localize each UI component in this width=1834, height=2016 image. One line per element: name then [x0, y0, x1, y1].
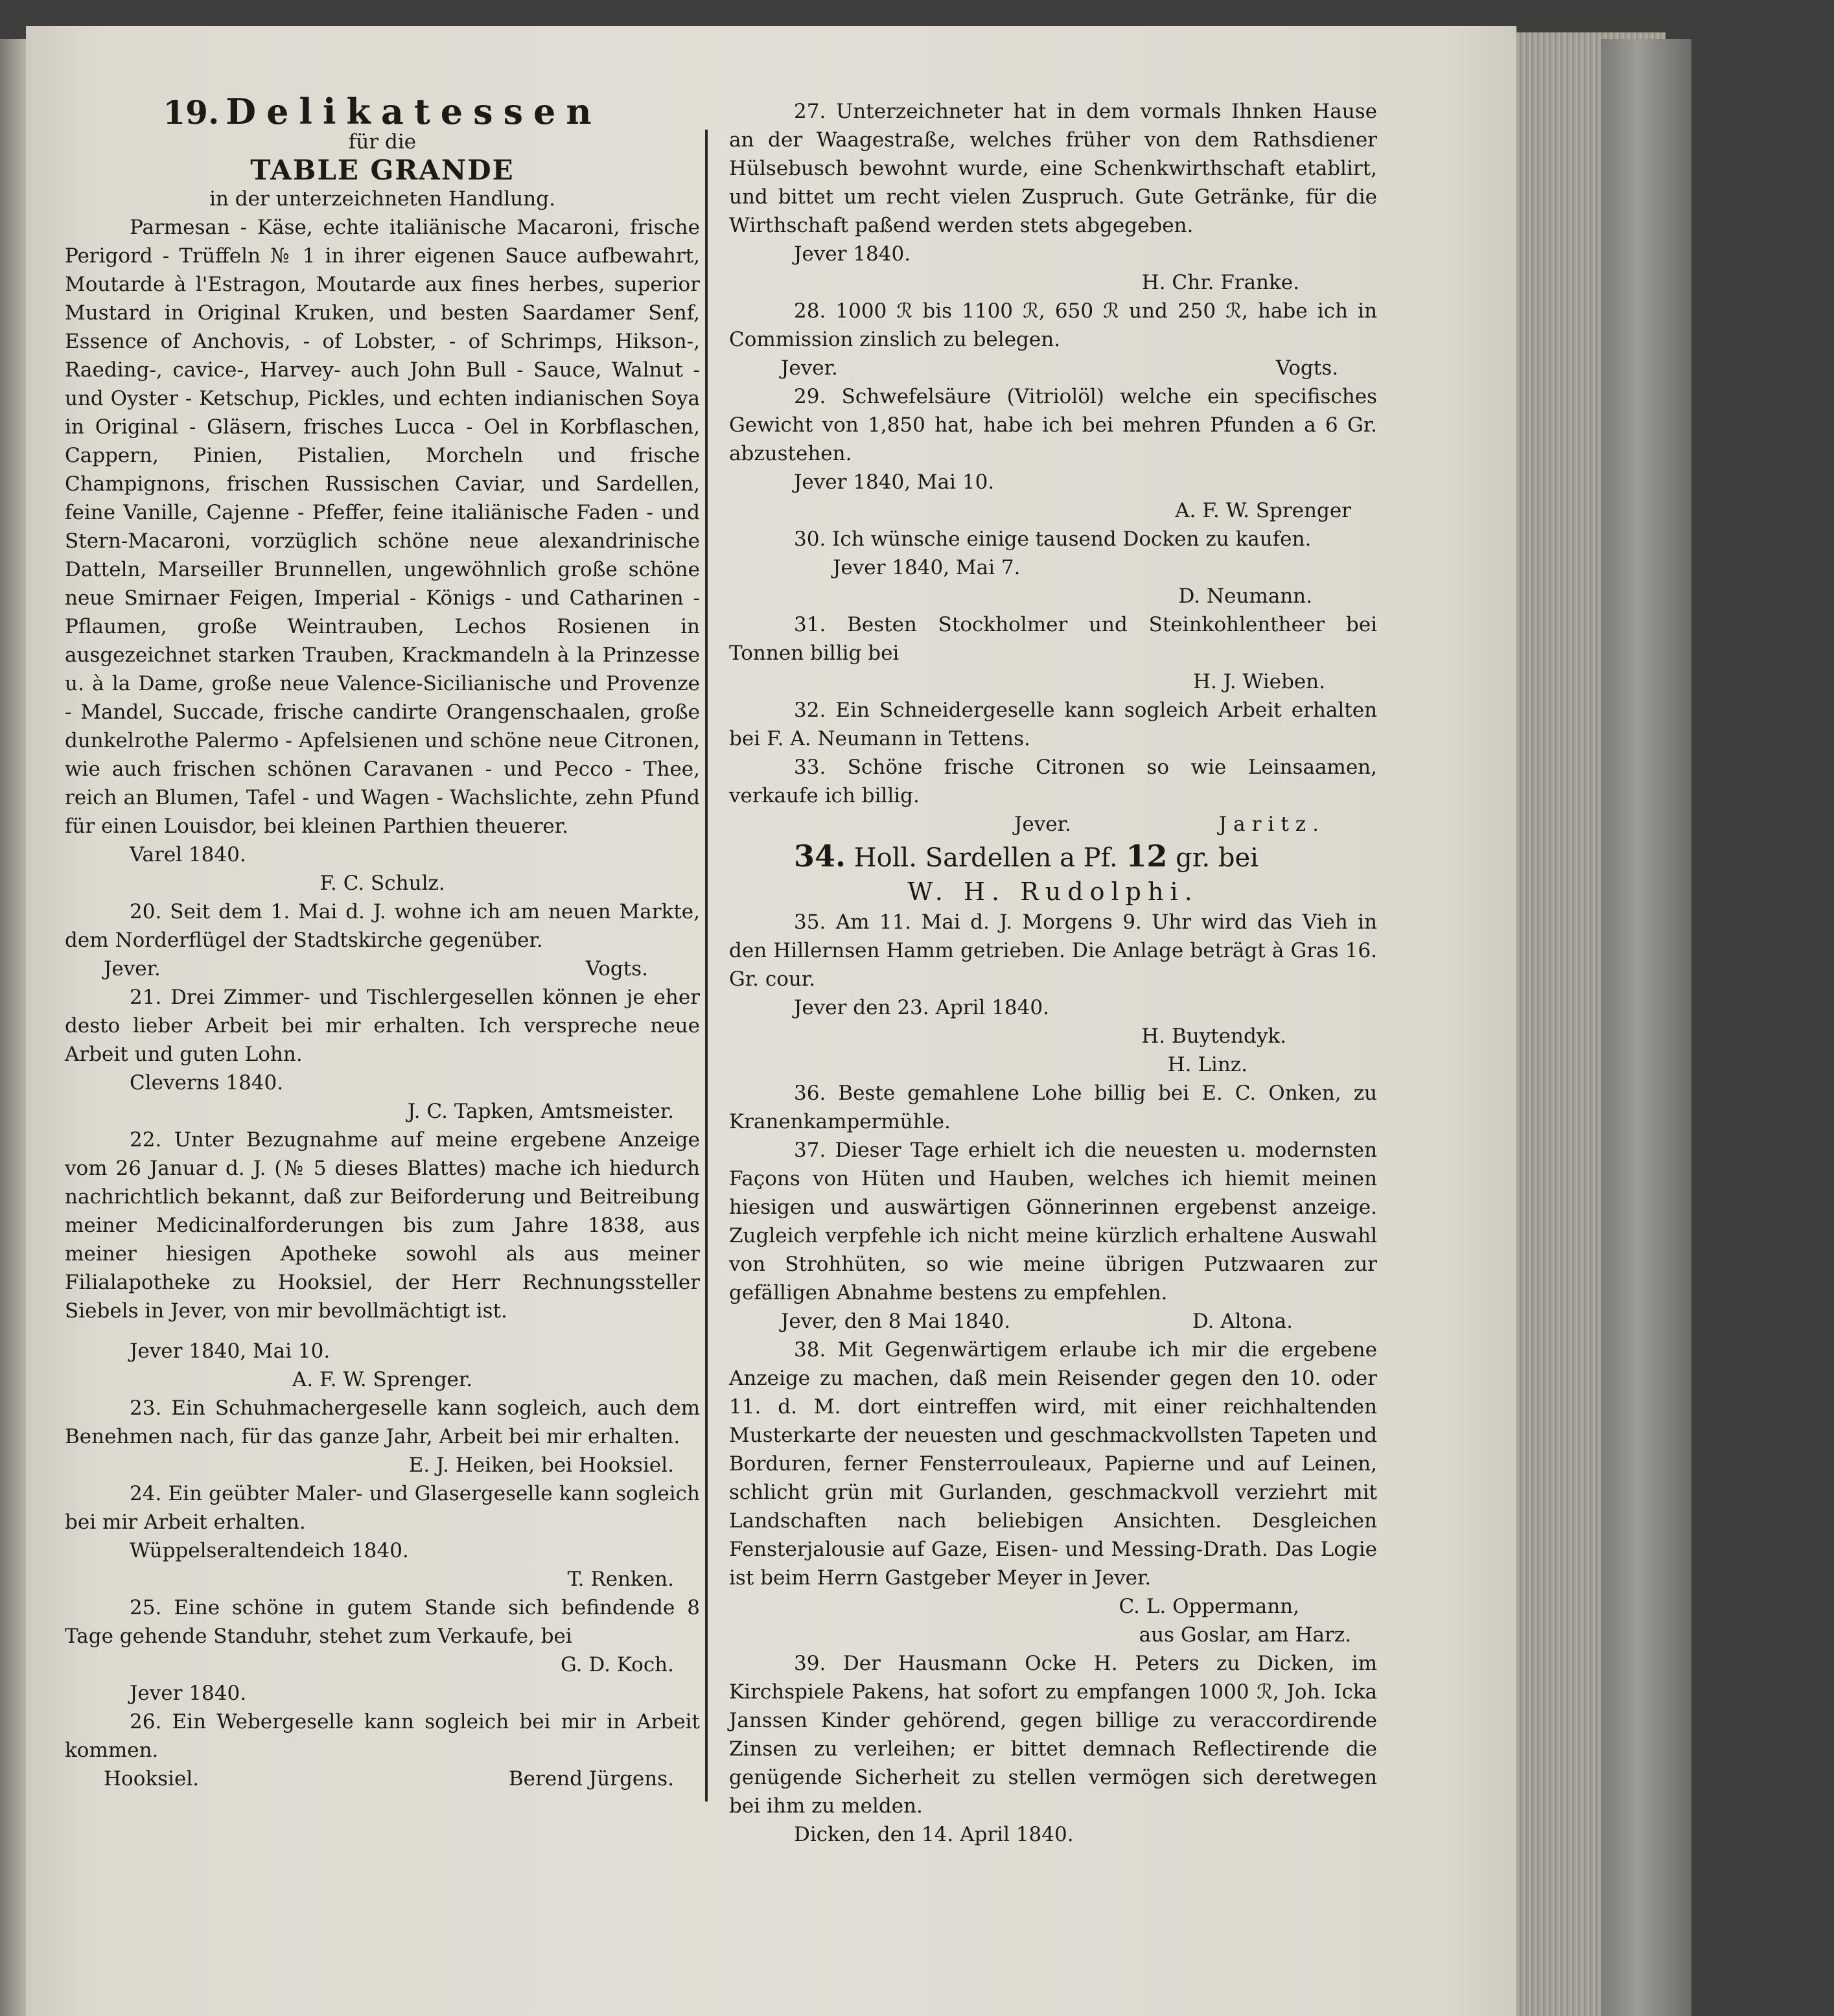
- ad-24: [65, 1479, 700, 1593]
- ad-32-text: 32. Ein Schneidergeselle kann sogleich Arbeit erhalten bei F. A. Neumann in Tettens.: [729, 699, 1377, 750]
- ad-37-text: 37. Dieser Tage erhielt ich die neuesten u. modernsten Façons von Hüten und Hauben, welches ich hiemit meinen hiesigen und auswärtigen Gönnerinnen ergebenst anzeige. Zugleich verpfehle ich nicht meine kürzlich erhaltene Auswahl von Strohhüten, so wie meine übrigen Putzwaaren zur gefälligen Abnahme bestens zu empfehlen.: [729, 1139, 1377, 1304]
- ad-25: [65, 1593, 700, 1708]
- ad-22-signature: A. F. W. Sprenger.: [292, 1368, 473, 1391]
- ad-25-place: Jever 1840.: [130, 1682, 247, 1705]
- ad-28-place: Jever.: [781, 356, 838, 380]
- ad-38-text: 38. Mit Gegenwärtigem erlaube ich mir die ergebene Anzeige zu machen, daß mein Reisender gegen den 10. oder 11. d. M. dort eintreffen wird, mit einer reichhaltenden Musterkarte der neuesten und geschmackvollsten Tapeten und Borduren, ferner Fensterrouleaux, Papierne und auf Leinen, schlicht grün mit Gurlanden, geschmackvoll verziehrt mit Landschaften nach beliebigen Ansichten. Desgleichen Fensterjalousie auf Gaze, Eisen- und Messing-Drath. Das Logie ist beim Herrn Gastgeber Meyer in Jever.: [729, 1338, 1377, 1590]
- ad-19-place: Varel 1840.: [130, 843, 246, 866]
- ad-34-unit: gr. bei: [1176, 843, 1259, 873]
- ad-38-signature: C. L. Oppermann,: [1119, 1595, 1299, 1618]
- ad-23-text: 23. Ein Schuhmachergeselle kann sogleich, auch dem Benehmen nach, für das ganze Jahr, Arbeit bei mir erhalten.: [65, 1396, 700, 1448]
- ad-35-signature-1: H. Buytendyk.: [1141, 1025, 1286, 1048]
- ad-35-signature-2: H. Linz.: [1167, 1053, 1248, 1076]
- ad-22-text: 22. Unter Bezugnahme auf meine ergebene Anzeige vom 26 Januar d. J. (№ 5 dieses Blattes) mache ich hiedurch nachrichtlich bekannt, daß zur Beiforderung und Beitreibung meiner Medicinalforderungen bis zum Jahre 1838, aus meiner hiesigen Apotheke sowohl als aus meiner Filialapotheke zu Hooksiel, der Herr Rechnungssteller Siebels in Jever, von mir bevollmächtigt ist.: [65, 1128, 700, 1323]
- ad-21-place: Cleverns 1840.: [130, 1071, 284, 1095]
- ad-28-text: 28. 1000 ℛ bis 1100 ℛ, 650 ℛ und 250 ℛ, habe ich in Commission zinslich zu belegen.: [729, 299, 1377, 351]
- ad-35: [729, 908, 1377, 1079]
- ad-31-text: 31. Besten Stockholmer und Steinkohlentheer bei Tonnen billig bei: [729, 613, 1377, 665]
- ad-33: [729, 753, 1377, 839]
- ad-30-text: 30. Ich wünsche einige tausend Docken zu kaufen.: [794, 527, 1312, 551]
- ad-20-place: Jever.: [104, 957, 161, 980]
- ad-34-text: Holl. Sardellen a Pf.: [853, 843, 1118, 873]
- ad-20-signature: Vogts.: [585, 957, 648, 980]
- ad-36-text: 36. Beste gemahlene Lohe billig bei E. C. Onken, zu Kranenkampermühle.: [729, 1082, 1377, 1133]
- ad-33-text: 33. Schöne frische Citronen so wie Leinsaamen, verkaufe ich billig.: [729, 756, 1377, 807]
- ad-34: [729, 839, 1377, 908]
- ad-38-signature-sub: aus Goslar, am Harz.: [1139, 1623, 1351, 1647]
- ad-34-number: 34.: [794, 839, 846, 874]
- right-column: [729, 97, 1377, 1849]
- ad-23: [65, 1394, 700, 1479]
- ad-28: [729, 297, 1377, 382]
- ad-32: [729, 696, 1377, 753]
- ad-19-table-grande: TABLE GRANDE: [250, 154, 515, 186]
- ad-24-text: 24. Ein geübter Maler- und Glasergeselle kann sogleich bei mir Arbeit erhalten.: [65, 1482, 700, 1534]
- ad-25-text: 25. Eine schöne in gutem Stande sich befindende 8 Tage gehende Standuhr, stehet zum Verkaufe, bei: [65, 1596, 700, 1648]
- ad-27-text: 27. Unterzeichneter hat in dem vormals Ihnken Hause an der Waagestraße, welches früher von dem Rathsdiener Hülsebusch bewohnt wurde, eine Schenkwirthschaft etablirt, und bittet um recht vielen Zuspruch. Gute Getränke, für die Wirthschaft paßend werden stets abgegeben.: [729, 100, 1377, 237]
- ad-31-signature: H. J. Wieben.: [1192, 670, 1325, 693]
- ad-37: [729, 1136, 1377, 1336]
- ad-19-fuer-die: für die: [348, 130, 417, 154]
- ad-39: [729, 1649, 1377, 1849]
- ad-30-signature: D. Neumann.: [1178, 585, 1312, 608]
- column-rule: [705, 130, 708, 1802]
- ad-19-body: Parmesan - Käse, echte italiänische Macaroni, frische Perigord - Trüffeln № 1 in ihrer eigenen Sauce aufbewahrt, Moutarde à l'Estragon, Moutarde aux fines herbes, superior Mustard in Original Kruken, und besten Saardamer Senf, Essence of Anchovis, - of Lobster, - of Schrimps, Hikson-, Raeding-, cavice-, Harvey- auch John Bull - Sauce, Walnut - und Oyster - Ketschup, Pickles, und echten indianischen Soya in Original - Gläsern, frisches Lucca - Oel in Korbflaschen, Cappern, Pinien, Pistalien, Morcheln und frische Champignons, frischen Russischen Caviar, und Sardellen, feine Vanille, Cajenne - Pfeffer, feine italiänische Faden - und Stern-Macaroni, vorzüglich schöne neue alexandrinische Datteln, Marseiller Brunnellen, ungewöhnlich große schöne neue Smirnaer Feigen, Imperial - Königs - und Catharinen - Pflaumen, große Weintrauben, Lechos Rosienen in ausgezeichnet starken Trauben, Krackmandeln à la Prinzesse u. à la Dame, große neue Valence-Sicilianische und Provenze - Mandel, Succade, frische candirte Orangenschaalen, große dunkelrothe Palermo - Apfelsienen und schöne neue Citronen, wie auch frischen schönen Caravanen - und Pecco - Thee, reich an Blumen, Tafel - und Wagen - Wachslichte, zehn Pfund für einen Louisdor, bei kleinen Parthien theuerer.: [65, 216, 700, 838]
- ad-34-signature: W. H. Rudolphi.: [907, 877, 1199, 906]
- ad-33-signature: Jaritz.: [1218, 813, 1325, 836]
- ad-26-signature: Berend Jürgens.: [508, 1767, 674, 1790]
- left-column: [65, 91, 700, 1793]
- ad-37-place: Jever, den 8 Mai 1840.: [781, 1310, 1011, 1333]
- ad-36: [729, 1079, 1377, 1136]
- book-cover-edge: [1601, 39, 1691, 2016]
- facing-page-edge: [0, 39, 26, 2016]
- ad-24-place: Wüppelseraltendeich 1840.: [130, 1539, 409, 1562]
- ad-30: [729, 525, 1377, 610]
- ad-27-place: Jever 1840.: [794, 242, 911, 266]
- ad-39-place: Dicken, den 14. April 1840.: [794, 1823, 1074, 1846]
- ad-30-place: Jever 1840, Mai 7.: [833, 556, 1021, 579]
- ad-20: [65, 898, 700, 983]
- ad-29-text: 29. Schwefelsäure (Vitriolöl) welche ein specifisches Gewicht von 1,850 hat, habe ich bei mehren Pfunden a 6 Gr. abzustehen.: [729, 385, 1377, 465]
- ad-27: [729, 97, 1377, 297]
- ad-38: [729, 1336, 1377, 1649]
- ad-22: [65, 1126, 700, 1394]
- ad-20-text: 20. Seit dem 1. Mai d. J. wohne ich am neuen Markte, dem Norderflügel der Stadtskirche gegenüber.: [65, 900, 700, 952]
- ad-33-place: Jever.: [1014, 813, 1071, 836]
- ad-29-place: Jever 1840, Mai 10.: [794, 470, 995, 494]
- ad-19-number: 19.: [163, 93, 220, 132]
- ad-25-signature: G. D. Koch.: [561, 1653, 674, 1676]
- ad-39-text: 39. Der Hausmann Ocke H. Peters zu Dicken, im Kirchspiele Pakens, hat sofort zu empfangen 1000 ℛ, Joh. Icka Janssen Kinder gehörend, gegen billige zu veraccordirende Zinsen zu verleihen; er bittet demnach Reflectirende die genügende Sicherheit zu stellen vermögen sich deretwegen bei ihm zu melden.: [729, 1652, 1377, 1818]
- ad-19-title: Delikatessen: [226, 91, 602, 132]
- ad-34-price: 12: [1126, 839, 1168, 874]
- ad-24-signature: T. Renken.: [567, 1568, 674, 1591]
- ad-37-signature: D. Altona.: [1192, 1310, 1293, 1333]
- ad-26-place: Hooksiel.: [104, 1767, 200, 1790]
- ad-26-text: 26. Ein Webergeselle kann sogleich bei mir in Arbeit kommen.: [65, 1710, 700, 1762]
- ad-19: [65, 91, 700, 898]
- ad-21: [65, 983, 700, 1126]
- ad-35-place: Jever den 23. April 1840.: [794, 996, 1049, 1019]
- ad-27-signature: H. Chr. Franke.: [1141, 271, 1299, 294]
- ad-31: [729, 610, 1377, 696]
- ad-35-text: 35. Am 11. Mai d. J. Morgens 9. Uhr wird das Vieh in den Hillernsen Hamm getrieben. Die Anlage beträgt à Gras 16. Gr. cour.: [729, 910, 1377, 991]
- ad-23-signature: E. J. Heiken, bei Hooksiel.: [408, 1454, 674, 1477]
- ad-29: [729, 382, 1377, 525]
- ad-21-signature: J. C. Tapken, Amtsmeister.: [407, 1100, 674, 1123]
- ad-19-signature: F. C. Schulz.: [319, 872, 445, 895]
- ad-22-place: Jever 1840, Mai 10.: [130, 1339, 331, 1363]
- ad-29-signature: A. F. W. Sprenger: [1175, 499, 1351, 522]
- ad-28-signature: Vogts.: [1275, 356, 1338, 380]
- ad-19-subtitle: in der unterzeichneten Handlung.: [209, 187, 555, 211]
- ad-21-text: 21. Drei Zimmer- und Tischlergesellen können je eher desto lieber Arbeit bei mir erhalten. Ich verspreche neue Arbeit und guten Lohn.: [65, 986, 700, 1066]
- ad-26: [65, 1708, 700, 1793]
